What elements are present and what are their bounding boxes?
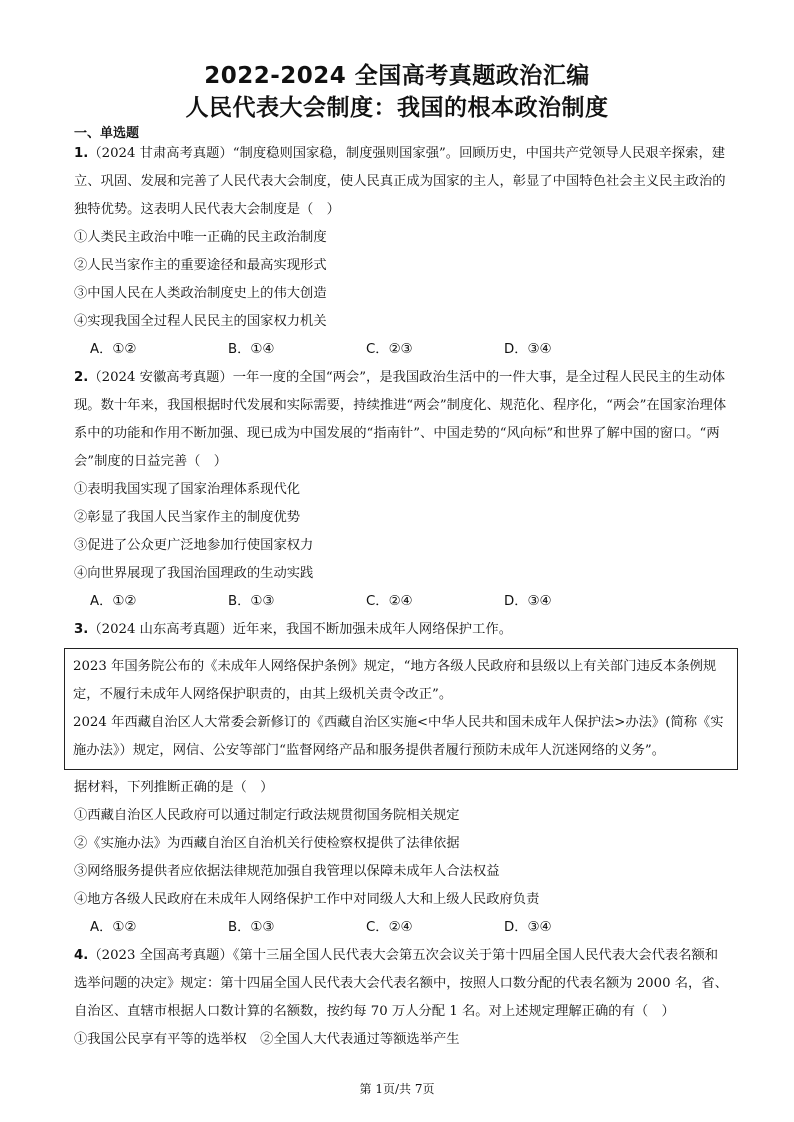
page-footer: 第 1页/共 7页	[359, 1082, 435, 1096]
question-number: 3.	[74, 622, 89, 637]
question-3	[74, 616, 728, 942]
statement-items-inline: ①我国公民享有平等的选举权 ②全国人大代表通过等额选举产生	[74, 1032, 460, 1047]
material-box	[64, 648, 738, 770]
question-number: 1.	[74, 146, 89, 161]
option-d[interactable]: D．③④	[504, 342, 552, 357]
section-heading: 一、单选题	[74, 126, 140, 141]
question-stem	[74, 140, 728, 224]
statement-item: ①西藏自治区人民政府可以通过制定行政法规贯彻国务院相关规定	[74, 808, 460, 823]
material-paragraph: 2024 年西藏自治区人大常委会新修订的《西藏自治区实施<中华人民共和国未成年人保护法>办法》(简称《实施办法》）规定，网信、公安等部门“监督网络产品和服务提供者履行预防未成年人沉迷网络的义务”。	[73, 715, 724, 758]
statement-item: ②人民当家作主的重要途径和最高实现形式	[74, 258, 327, 273]
option-c[interactable]: C．②③	[366, 342, 413, 357]
question-stem	[74, 942, 728, 1026]
option-b[interactable]: B．①④	[228, 342, 275, 357]
question-stem	[74, 364, 728, 476]
question-2	[74, 364, 728, 616]
statement-item: ③中国人民在人类政治制度史上的伟大创造	[74, 286, 327, 301]
option-a[interactable]: A．①②	[90, 342, 137, 357]
statement-item: ④实现我国全过程人民民主的国家权力机关	[74, 314, 327, 329]
material-paragraph: 2023 年国务院公布的《未成年人网络保护条例》规定，“地方各级人民政府和县级以上有关部门违反本条例规定，不履行未成年人网络保护职责的，由其上级机关责令改正”。	[73, 659, 717, 702]
question-text: （2024 山东高考真题）近年来，我国不断加强未成年人网络保护工作。	[88, 622, 512, 637]
statement-item: ②《实施办法》为西藏自治区自治机关行使检察权提供了法律依据	[74, 836, 460, 851]
questions-content	[74, 140, 728, 1054]
answer-options	[74, 588, 728, 616]
document-title-line1: 2022-2024 全国高考真题政治汇编	[204, 63, 590, 89]
option-b[interactable]: B．①③	[228, 920, 275, 935]
answer-options	[74, 914, 728, 942]
question-text: （2024 安徽高考真题）一年一度的全国“两会”，是我国政治生活中的一件大事，是全过程人民民主的生动体现。数十年来，我国根据时代发展和实际需要，持续推进“两会”制度化、规范化、程序化，“两会”在国家治理体系中的功能和作用不断加强、现已成为中国发展的“指南针”、中国走势的“风向标”和世界了解中国的窗口。“两会”制度的日益完善（ ）	[74, 370, 727, 469]
option-b[interactable]: B．①③	[228, 594, 275, 609]
question-stem	[74, 616, 728, 644]
question-prompt: 据材料，下列推断正确的是（ ）	[74, 780, 274, 795]
answer-options	[74, 336, 728, 364]
statement-item: ①表明我国实现了国家治理体系现代化	[74, 482, 301, 497]
option-d[interactable]: D．③④	[504, 594, 552, 609]
option-d[interactable]: D．③④	[504, 920, 552, 935]
question-1	[74, 140, 728, 364]
statement-item: ③促进了公众更广泛地参加行使国家权力	[74, 538, 314, 553]
statement-item: ②彰显了我国人民当家作主的制度优势	[74, 510, 301, 525]
question-number: 2.	[74, 370, 89, 385]
statement-item: ①人类民主政治中唯一正确的民主政治制度	[74, 230, 327, 245]
document-title-line2: 人民代表大会制度：我国的根本政治制度	[185, 95, 609, 121]
statement-item: ④地方各级人民政府在未成年人网络保护工作中对同级人大和上级人民政府负责	[74, 892, 540, 907]
option-a[interactable]: A．①②	[90, 594, 137, 609]
option-c[interactable]: C．②④	[366, 920, 413, 935]
question-text: （2024 甘肃高考真题）“制度稳则国家稳，制度强则国家强”。回顾历史，中国共产党领导人民艰辛探索，建立、巩固、发展和完善了人民代表大会制度，使人民真正成为国家的主人，彰显了中国特色社会主义民主政治的独特优势。这表明人民代表大会制度是（ ）	[74, 146, 726, 217]
statement-item: ③网络服务提供者应依据法律规范加强自我管理以保障未成年人合法权益	[74, 864, 500, 879]
question-number: 4.	[74, 948, 89, 963]
statement-item: ④向世界展现了我国治国理政的生动实践	[74, 566, 314, 581]
question-4	[74, 942, 728, 1054]
option-a[interactable]: A．①②	[90, 920, 137, 935]
question-text: （2023 全国高考真题）《第十三届全国人民代表大会第五次会议关于第十四届全国人民代表大会代表名额和选举问题的决定》规定：第十四届全国人民代表大会代表名额中，按照人口数分配的代表名额为 2000 名，省、自治区、直辖市根据人口数计算的名额数，按约每 70 万人分配 1 名。对上述规定理解正确的有（ ）	[74, 948, 728, 1019]
option-c[interactable]: C．②④	[366, 594, 413, 609]
